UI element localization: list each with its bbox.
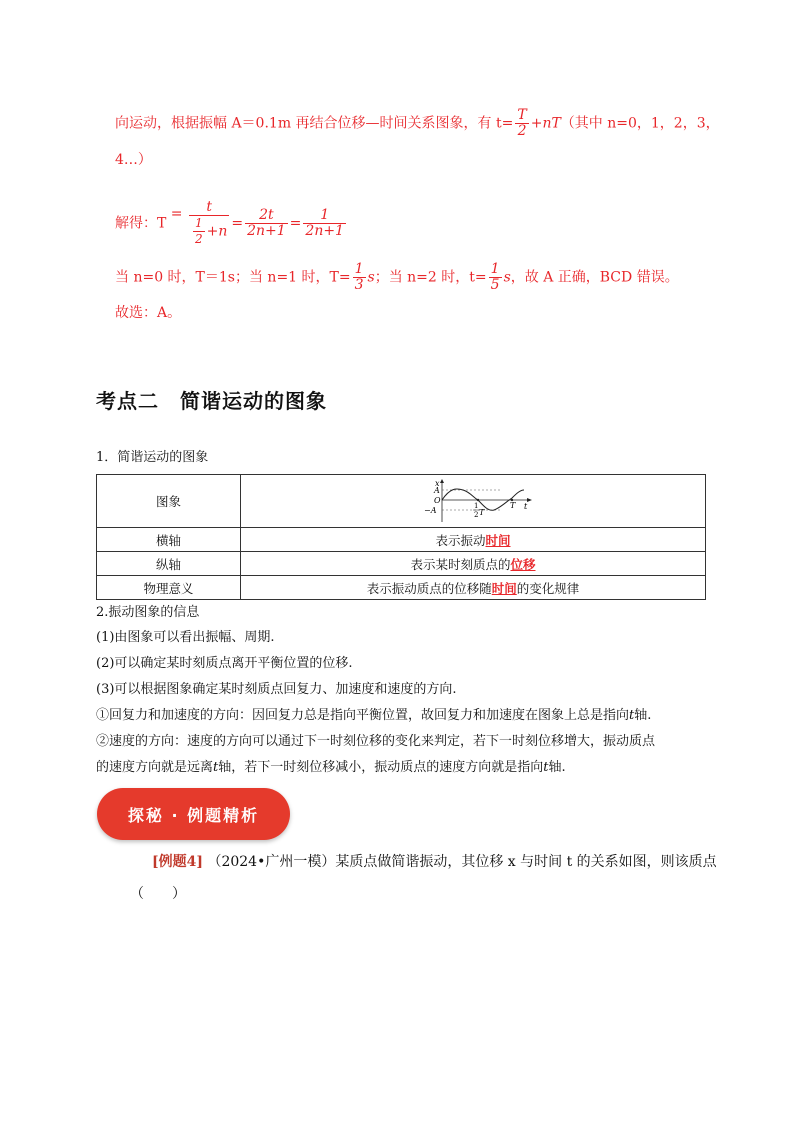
equation-fraction-2 [245,208,288,239]
equation-fraction-1 [189,200,229,247]
table-cell-label: 横轴 [97,528,241,552]
t-symbol: t [213,760,219,775]
info-item-5-text: 的速度方向就是远离 [96,760,214,775]
solution-answer: 故选：A。 [115,305,182,321]
case-frac1-den: 3 [354,277,364,293]
shm-graph-table [96,474,706,600]
t-symbol: t [629,708,635,723]
case-fraction-1 [353,262,366,293]
table-row [97,576,706,600]
half-period-T: T [479,508,485,517]
case-fraction-2 [489,262,502,293]
info-item-4-suffix: 轴. [634,708,652,723]
info-item-5-suffix: 轴. [548,760,566,775]
eq2-denominator: 2n+1 [247,223,286,239]
nT-term: nT [542,115,561,132]
eq1-numerator: t [189,200,229,216]
subsection-title: 1．简谐运动的图象 [96,450,209,465]
eq2-numerator: 2t [245,208,288,224]
answer-blank: （ ） [130,886,186,902]
table-cell-value [241,576,706,600]
table-row [97,552,706,576]
t-axis-label: t [524,502,528,511]
eq1-denominator [189,216,229,247]
case-frac2-num: 1 [490,261,500,277]
origin-label: O [434,496,441,505]
table-cell-label: 图象 [97,475,241,528]
solution-line-1 [115,108,720,139]
info-heading: 2.振动图象的信息 [96,605,200,620]
section-title: 考点二 简谐运动的图象 [96,389,327,413]
info-item-5-line-2 [96,758,566,778]
t-symbol: t [543,760,549,775]
table-row [97,528,706,552]
t-axis-arrow [527,498,532,502]
value-text: 表示振动 [435,532,486,548]
info-item-4-text: ①回复力和加速度的方向：因回复力总是指向平衡位置，故回复力和加速度在图象上总是指向 [96,708,630,723]
equation-fraction-3 [303,208,346,239]
eq1-inner-den: 2 [194,232,203,246]
table-cell-value [241,552,706,576]
case-frac1-num: 1 [354,261,364,277]
table-cell-label: 纵轴 [97,552,241,576]
equals-sign: = [170,205,183,222]
example-tag: [例题4] [152,854,203,870]
case-part-1: 当 n=0 时，T＝1s；当 n=1 时，T= [115,269,351,286]
half-period-den: 2 [474,511,479,519]
solution-cases [115,262,679,293]
eq1-inner-fraction [193,216,205,247]
example-text: （2024•广州一模）某质点做简谐振动，其位移 x 与时间 t 的关系如图，则该质点 [207,854,717,870]
example-banner: 探秘 · 例题精析 [97,788,290,840]
table-row [97,475,706,528]
info-item-4 [96,706,651,726]
example-question [152,851,717,871]
info-item-1: (1)由图象可以看出振幅、周期. [96,630,275,645]
value-text: 表示振动质点的位移随 [366,580,492,596]
table-cell-graph [241,475,706,528]
shm-graph [408,478,538,524]
eq3-denominator: 2n+1 [305,223,344,239]
info-item-5-mid: 轴，若下一时刻位移减小，振动质点的速度方向就是指向 [218,760,544,775]
info-item-2: (2)可以确定某时刻质点离开平衡位置的位移. [96,656,353,671]
eq1-inner-num: 1 [194,216,203,230]
y-axis-arrow [440,479,444,483]
table-cell-label: 物理意义 [97,576,241,600]
neg-amplitude-label: −A [424,506,437,515]
period-label: T [510,501,516,510]
eq1-plus-n: +n [206,223,228,240]
info-item-3: (3)可以根据图象确定某时刻质点回复力、加速度和速度的方向. [96,682,457,697]
solution-line-2: 4…） [115,152,152,168]
value-text-suffix: 的变化规律 [516,580,580,596]
solution-line-1-suffix: （其中 n=0，1，2，3， [560,115,720,132]
value-text: 表示某时刻质点的 [410,556,511,572]
fraction-numerator: T [517,107,527,123]
case-part-2: ；当 n=2 时，t= [374,269,487,286]
highlight-text: 时间 [491,580,517,596]
solution-line-1-prefix: 向运动，根据振幅 A＝0.1m 再结合位移—时间关系图象，有 t= [115,115,514,132]
highlight-text: 位移 [510,556,536,572]
x-axis-label: x [435,479,440,488]
solution-equation: 解得：T = t $\frac{1}{2}$ +n = $\frac{2t}{2n+1}$ = $\frac{1}{2n+1}$ [115,199,344,246]
case-part-3: ，故 A 正确，BCD 错误。 [510,269,679,286]
case-frac2-den: 5 [490,277,500,293]
period-point [511,499,513,501]
half-period-num: 1 [474,502,479,510]
info-item-5-line-1: ②速度的方向：速度的方向可以通过下一时刻位移的变化来判定，若下一时刻位移增大，振动质点 [96,734,656,749]
highlight-text: 时间 [485,532,511,548]
solve-label: 解得：T [115,215,167,232]
eq3-numerator: 1 [303,208,346,224]
case-unit-2: s [503,269,511,286]
case-unit-1: s [367,269,375,286]
amplitude-label: A [434,486,440,495]
table-cell-value [241,528,706,552]
fraction-T-over-2 [515,108,528,139]
half-period-point [477,499,479,501]
fraction-denominator: 2 [517,123,527,139]
plus-sign: + [530,115,543,132]
